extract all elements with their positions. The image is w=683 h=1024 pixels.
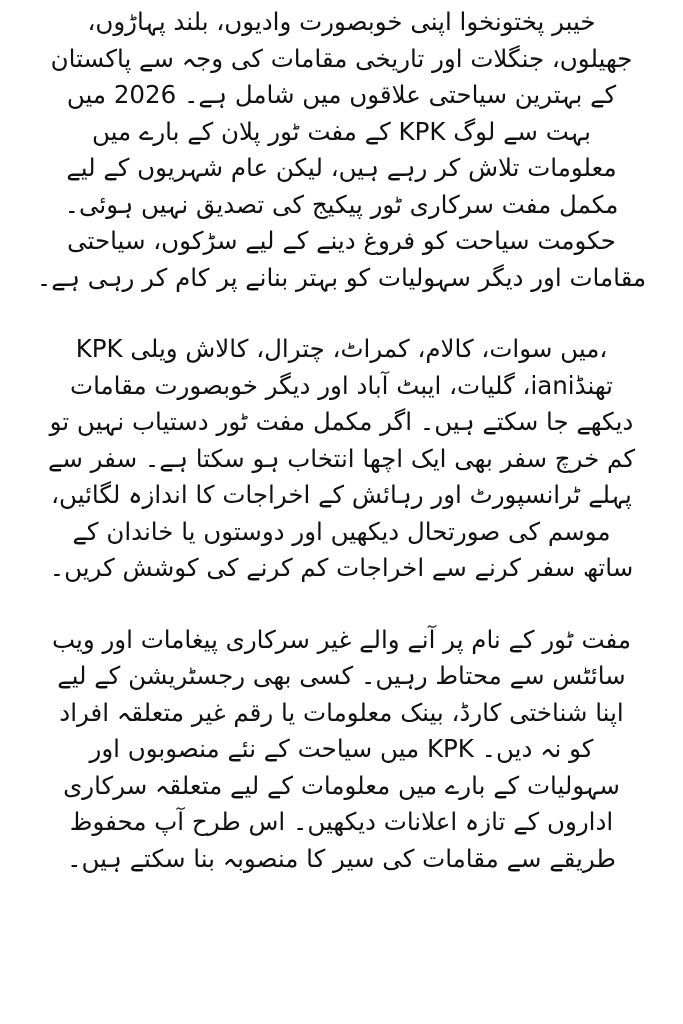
text-line: کے بہترین سیاحتی علاقوں میں شامل ہے۔ 2026 میں bbox=[66, 80, 617, 109]
text-line: پہلے ٹرانسپورٹ اور رہائش کے اخراجات کا اندازہ لگائیں، bbox=[51, 480, 632, 509]
text-line: حکومت سیاحت کو فروغ دینے کے لیے سڑکوں، سیاحتی bbox=[67, 226, 616, 255]
text-line: جھیلوں، جنگلات اور تاریخی مقامات کی وجہ سے پاکستان bbox=[50, 43, 633, 73]
text-line: مکمل مفت سرکاری ٹور پیکیج کی تصدیق نہیں ہوئی۔ bbox=[64, 189, 619, 219]
paragraph-caution bbox=[14, 622, 669, 878]
text-line: بہت سے لوگ KPK کے مفت ٹور پلان کے بارے میں bbox=[92, 116, 591, 146]
text-line: KPK میں سوات، کالام، کمراٹ، چترال، کالاش ویلی، bbox=[75, 334, 608, 363]
text-line: سائٹس سے محتاط رہیں۔ کسی بھی رجسٹریشن کے لیے bbox=[57, 661, 626, 690]
text-line: اداروں کے تازہ اعلانات دیکھیں۔ اس طرح آپ محفوظ bbox=[69, 807, 614, 836]
text-line: مقامات اور دیگر سہولیات کو بہتر بنانے پر کام کر رہی ہے۔ bbox=[36, 262, 647, 292]
paragraph-destinations bbox=[14, 331, 669, 587]
text-line: سہولیات کے بارے میں معلومات کے لیے متعلقہ سرکاری bbox=[63, 770, 620, 800]
text-line: مفت ٹور کے نام پر آنے والے غیر سرکاری پیغامات اور ویب bbox=[51, 624, 632, 654]
paragraph-intro bbox=[14, 4, 669, 296]
text-line: تھنڈiani، گلیات، ایبٹ آباد اور دیگر خوبصورت مقامات bbox=[70, 370, 613, 400]
text-line: کم خرچ سفر بھی ایک اچھا انتخاب ہو سکتا ہے۔ سفر سے bbox=[47, 443, 636, 473]
text-line: ساتھ سفر کرنے سے اخراجات کم کرنے کی کوشش کریں۔ bbox=[49, 553, 634, 582]
text-line: طریقے سے مقامات کی سیر کا منصوبہ بنا سکتے ہیں۔ bbox=[67, 843, 616, 873]
text-line: دیکھے جا سکتے ہیں۔ اگر مکمل مفت ٹور دستیاب نہیں تو bbox=[49, 407, 634, 436]
text-line: کو نہ دیں۔ KPK میں سیاحت کے نئے منصوبوں اور bbox=[89, 734, 594, 763]
text-line: خیبر پختونخوا اپنی خوبصورت وادیوں، بلند پہاڑوں، bbox=[87, 7, 596, 36]
text-line: معلومات تلاش کر رہے ہیں، لیکن عام شہریوں کے لیے bbox=[66, 153, 617, 182]
text-line: اپنا شناختی کارڈ، بینک معلومات یا رقم غیر متعلقہ افراد bbox=[59, 697, 624, 727]
text-line: موسم کی صورتحال دیکھیں اور دوستوں یا خاندان کے bbox=[72, 516, 611, 546]
